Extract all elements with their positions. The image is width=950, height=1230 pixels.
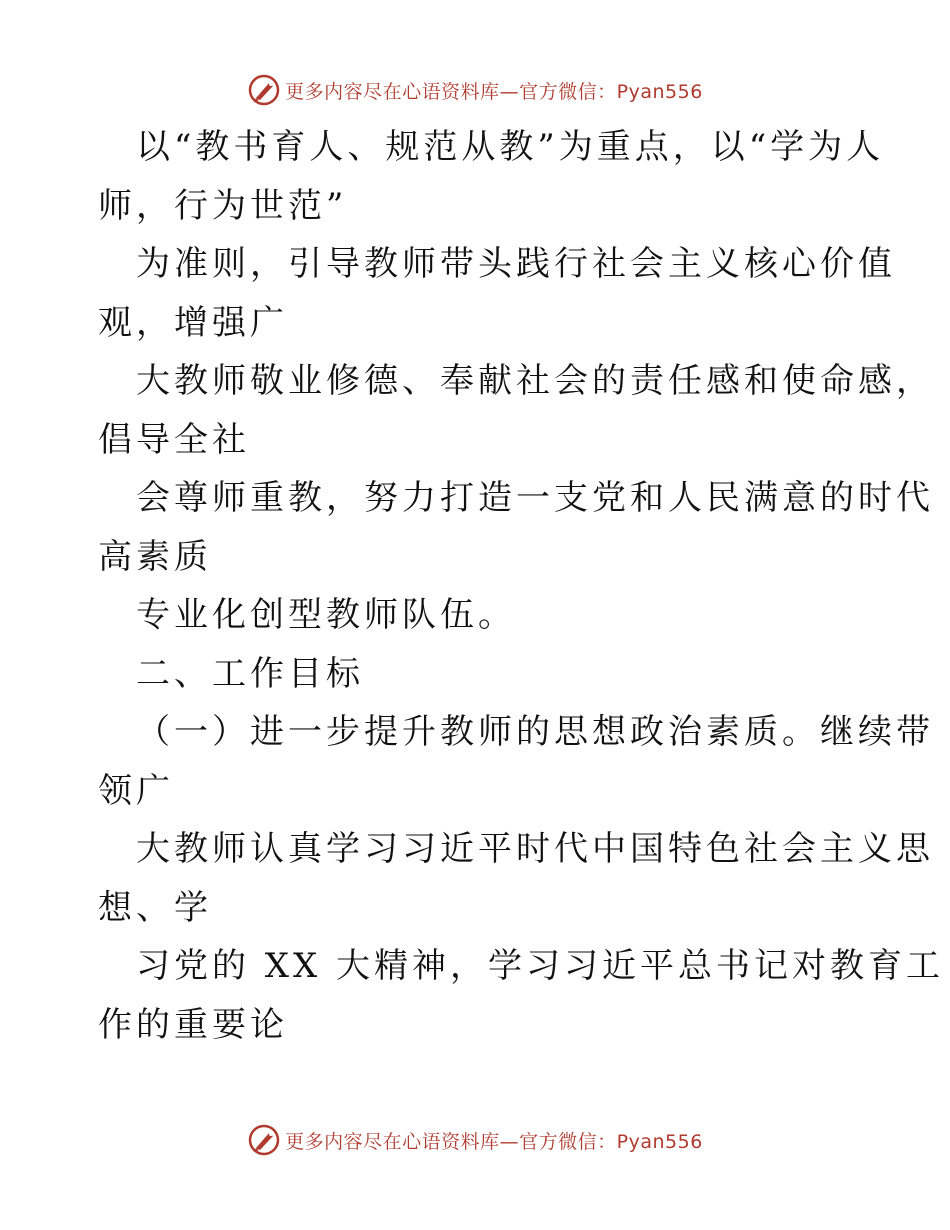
pen-nib-logo-icon bbox=[247, 73, 281, 107]
body-line: 作的重要论 bbox=[98, 1004, 288, 1045]
body-line: 大教师敬业修德、奉献社会的责任感和使命感， bbox=[136, 361, 934, 401]
body-line: 领广 bbox=[98, 770, 174, 811]
watermark-group bbox=[247, 73, 703, 107]
watermark-group bbox=[247, 1123, 703, 1157]
body-line: 专业化创型教师队伍。 bbox=[136, 595, 516, 635]
body-line: 会尊师重教，努力打造一支党和人民满意的时代 bbox=[136, 478, 934, 518]
header-watermark bbox=[0, 70, 950, 110]
body-line: 倡导全社 bbox=[98, 419, 250, 460]
body-line: 观，增强广 bbox=[98, 302, 288, 343]
body-line: 高素质 bbox=[98, 536, 212, 577]
section-heading: 二、工作目标 bbox=[136, 653, 364, 694]
body-line: 习党的 XX 大精神，学习习近平总书记对教育工 bbox=[136, 946, 945, 986]
body-line: 以“教书育人、规范从教”为重点，以“学为人 bbox=[136, 127, 885, 167]
body-line: 为准则，引导教师带头践行社会主义核心价值 bbox=[136, 244, 896, 284]
watermark-text: 更多内容尽在心语资料库—官方微信：Pyan556 bbox=[285, 80, 703, 103]
footer-watermark bbox=[0, 1120, 950, 1160]
watermark-text: 更多内容尽在心语资料库—官方微信：Pyan556 bbox=[285, 1130, 703, 1153]
body-line: （一）进一步提升教师的思想政治素质。继续带 bbox=[136, 712, 934, 752]
pen-nib-logo-icon bbox=[247, 1123, 281, 1157]
body-line: 想、学 bbox=[98, 887, 212, 928]
body-line: 师，行为世范” bbox=[98, 185, 348, 226]
document-body bbox=[98, 118, 945, 1054]
body-line: 大教师认真学习习近平时代中国特色社会主义思 bbox=[136, 829, 934, 869]
